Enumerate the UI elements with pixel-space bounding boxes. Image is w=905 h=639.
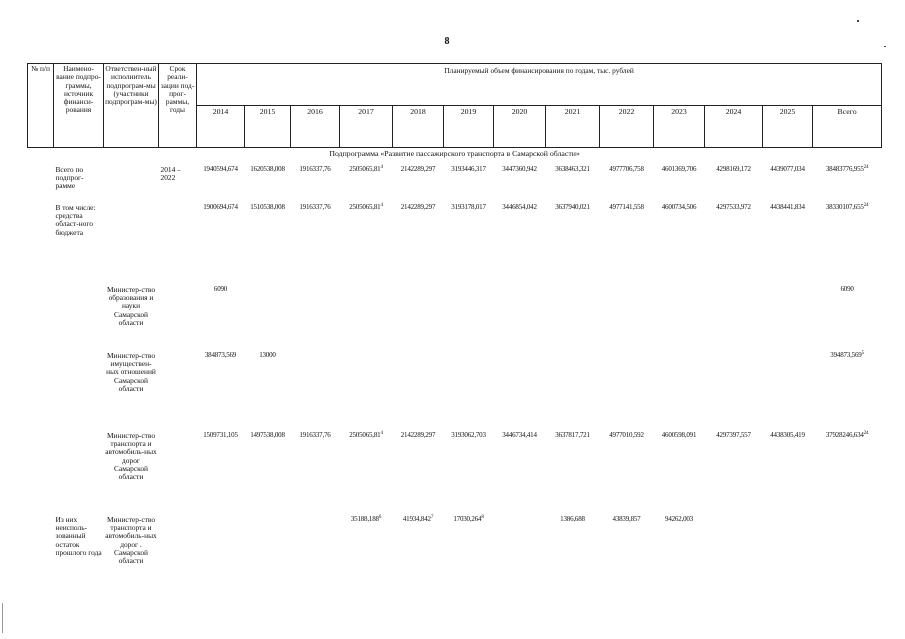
value-cell [705, 348, 763, 428]
row-name-cell: В том числе: средства област-ного бюджета [55, 202, 96, 237]
value-text: 3446734,414 [502, 430, 537, 439]
row-number-cell [28, 162, 54, 200]
row-number-cell [28, 428, 54, 512]
value-text: 43839,857 [612, 514, 641, 523]
footnote-mark: 5 [861, 350, 864, 356]
header-period: Срок реали-зации под-прог-раммы, годы [159, 64, 197, 148]
footnote-mark: 6 [378, 514, 382, 520]
value-cell [245, 162, 291, 200]
header-year: 2018 [393, 106, 444, 148]
row-responsible-cell: Министер-ство имуществен-ных отношений Самарской области [106, 350, 156, 393]
value-cell [197, 348, 245, 428]
value-cell [444, 162, 494, 200]
header-funding: Планируемый объем финансирования по годам, тыс. рублей [197, 64, 882, 106]
value-cell [813, 428, 882, 512]
value-cell [654, 512, 705, 596]
value-cell [763, 200, 813, 282]
row-name-cell: Всего по подпрог-рамме [55, 164, 84, 191]
value-cell [393, 162, 444, 200]
row-responsible-cell: Министер-ство транспорта и автомобиль-ных дорог Самарской области [105, 430, 157, 482]
value-cell [444, 282, 494, 348]
row-period-cell [159, 512, 197, 596]
row-period-cell [159, 428, 197, 512]
row-number-cell [28, 282, 54, 348]
value-text: 2142289,297 [400, 164, 436, 173]
header-year: 2025 [763, 106, 813, 148]
value-text: 37928246,634 [825, 430, 864, 439]
value-cell [245, 200, 291, 282]
value-cell [393, 348, 444, 428]
row-number-cell [28, 348, 54, 428]
value-text: 4600598,091 [661, 430, 697, 439]
value-cell [600, 428, 654, 512]
value-cell [654, 200, 705, 282]
value-text: 2505065,81 [349, 202, 381, 211]
row-period-cell [159, 348, 197, 428]
value-cell [546, 512, 600, 596]
value-cell [654, 162, 705, 200]
value-text: 1509731,105 [203, 430, 238, 439]
value-cell [291, 282, 340, 348]
value-cell [393, 428, 444, 512]
value-cell [813, 348, 882, 428]
value-text: 4438305,419 [770, 430, 805, 439]
value-text: 4439077,034 [770, 164, 805, 173]
value-cell [197, 512, 245, 596]
footnote-mark: 4 [380, 202, 383, 208]
value-cell [340, 200, 393, 282]
value-cell [197, 428, 245, 512]
value-text: 3193178,017 [451, 202, 486, 211]
subprogram-title: Подпрограмма «Развитие пассажирского транспорта в Самарской области» [329, 149, 580, 158]
value-cell [245, 428, 291, 512]
value-cell [600, 162, 654, 200]
header-year: 2024 [705, 106, 763, 148]
value-cell [393, 282, 444, 348]
row-responsible-cell: Министер-ство транспорта и автомобиль-ных дорог . Самарской области [105, 514, 157, 566]
value-cell [494, 348, 546, 428]
footnote-mark: 24 [863, 164, 869, 170]
value-text: 2505065,81 [349, 430, 381, 439]
value-cell [705, 282, 763, 348]
value-cell [291, 200, 340, 282]
value-text: 4600734,506 [661, 202, 697, 211]
value-cell [197, 162, 245, 200]
value-text: 4297533,972 [716, 202, 751, 211]
value-cell [546, 162, 600, 200]
header-year: 2021 [546, 106, 600, 148]
value-cell [763, 162, 813, 200]
row-name-cell [54, 348, 104, 428]
value-text: 4297397,557 [716, 430, 751, 439]
value-cell [245, 512, 291, 596]
value-text: 3446854,042 [502, 202, 537, 211]
page-number: 8 [444, 36, 450, 47]
value-text: 3193446,317 [451, 164, 486, 173]
value-cell [763, 282, 813, 348]
value-text: 1900694,674 [203, 202, 238, 211]
value-cell [444, 428, 494, 512]
value-cell [813, 282, 882, 348]
value-cell [291, 162, 340, 200]
header-year: 2023 [654, 106, 705, 148]
table-row [28, 348, 882, 428]
value-text: 1940594,674 [203, 164, 238, 173]
row-name-cell [54, 428, 104, 512]
value-cell [245, 282, 291, 348]
row-number-cell [28, 512, 54, 596]
value-cell [546, 282, 600, 348]
value-text: 3447360,942 [502, 164, 537, 173]
value-cell [763, 348, 813, 428]
footnote-mark: 8 [481, 514, 484, 520]
value-text: 2142289,297 [400, 202, 436, 211]
footnote-mark: 24 [863, 430, 869, 436]
table-row [28, 512, 882, 596]
value-text: 1620538,008 [250, 164, 285, 173]
value-text: 6090 [213, 284, 228, 293]
value-cell [546, 200, 600, 282]
value-cell [494, 200, 546, 282]
value-text: 41934,842 [402, 514, 431, 523]
value-text: 3637940,021 [555, 202, 590, 211]
value-cell [654, 282, 705, 348]
value-cell [600, 512, 654, 596]
value-text: 3193062,703 [451, 430, 486, 439]
value-cell [393, 512, 444, 596]
value-text: 38483776,955 [825, 164, 864, 173]
header-responsible: Ответствен-ный исполнитель подпрограм-мы (участники подпрограм-мы) [104, 64, 159, 148]
header-year: 2020 [494, 106, 546, 148]
value-cell [444, 512, 494, 596]
scan-dot [884, 46, 886, 47]
value-cell [600, 348, 654, 428]
footnote-mark: 4 [380, 164, 383, 170]
financing-table [27, 63, 882, 596]
value-text: 384873,569 [204, 350, 237, 359]
value-cell [600, 200, 654, 282]
value-cell [705, 512, 763, 596]
value-text: 4977141,558 [609, 202, 644, 211]
value-cell [763, 512, 813, 596]
row-period-cell [159, 282, 197, 348]
value-cell [444, 348, 494, 428]
value-cell [705, 162, 763, 200]
table-row [28, 428, 882, 512]
value-text: 1916337,76 [299, 430, 331, 439]
header-number: № п/п [28, 64, 54, 148]
row-period-cell: 2014 – 2022 [160, 164, 181, 182]
value-text: 1497538,008 [250, 430, 285, 439]
header-year: 2022 [600, 106, 654, 148]
value-cell [291, 428, 340, 512]
value-cell [494, 512, 546, 596]
value-cell [546, 428, 600, 512]
value-text: 17030,264 [453, 514, 482, 523]
header-subprogram-name: Наимено-вание подпро-граммы, источник финанси-рования [54, 64, 104, 148]
value-text: 38330107,655 [825, 202, 864, 211]
value-text: 1916337,76 [299, 202, 331, 211]
scan-dot [857, 20, 859, 22]
row-number-cell [28, 200, 54, 282]
row-name-cell: Из них неисполь-зованный остаток прошлого года [55, 514, 102, 557]
scan-dot [2, 603, 3, 633]
value-cell [340, 282, 393, 348]
value-cell [340, 512, 393, 596]
value-text: 3638463,321 [555, 164, 590, 173]
row-responsible-cell: Министер-ство образования и науки Самарской области [106, 284, 156, 327]
value-text: 4601369,706 [661, 164, 697, 173]
value-cell [291, 512, 340, 596]
header-year: 2019 [444, 106, 494, 148]
footnote-mark: 4 [380, 430, 383, 436]
value-text: 1916337,76 [299, 164, 331, 173]
footnote-mark: 7 [430, 514, 434, 520]
value-text: 2505065,81 [349, 164, 381, 173]
value-cell [245, 348, 291, 428]
value-cell [444, 200, 494, 282]
header-year: 2017 [340, 106, 393, 148]
value-text: 4977706,758 [609, 164, 644, 173]
value-cell [494, 428, 546, 512]
value-text: 1510538,008 [250, 202, 285, 211]
value-text: 6090 [840, 284, 854, 293]
value-cell [340, 348, 393, 428]
value-text: 4438441,834 [770, 202, 805, 211]
row-name-cell [54, 282, 104, 348]
value-cell [600, 282, 654, 348]
value-text: 94262,003 [665, 514, 693, 523]
value-cell [654, 348, 705, 428]
value-cell [813, 512, 882, 596]
value-cell [705, 428, 763, 512]
value-cell [763, 428, 813, 512]
value-cell [393, 200, 444, 282]
value-cell [197, 282, 245, 348]
value-cell [494, 162, 546, 200]
value-cell [546, 348, 600, 428]
value-text: 35188,188 [350, 514, 379, 523]
value-cell [340, 428, 393, 512]
value-cell [813, 162, 882, 200]
value-text: 3637817,721 [555, 430, 590, 439]
value-cell [813, 200, 882, 282]
row-responsible-cell [104, 200, 159, 282]
value-text: 4977010,592 [609, 430, 644, 439]
table-row [28, 200, 882, 282]
table-row [28, 282, 882, 348]
value-text: 394873,569 [830, 350, 862, 359]
value-cell [291, 348, 340, 428]
header-year: Всего [813, 106, 882, 148]
header-year: 2016 [291, 106, 340, 148]
value-cell [654, 428, 705, 512]
footnote-mark: 24 [863, 202, 869, 208]
value-text: 1386,688 [560, 514, 585, 523]
value-text: 13000 [259, 350, 276, 359]
row-period-cell [159, 200, 197, 282]
value-cell [340, 162, 393, 200]
value-text: 4298169,172 [716, 164, 751, 173]
value-cell [705, 200, 763, 282]
value-cell [197, 200, 245, 282]
value-text: 2142289,297 [400, 430, 436, 439]
row-responsible-cell [104, 162, 159, 200]
table-row [28, 162, 882, 200]
value-cell [494, 282, 546, 348]
header-year: 2015 [245, 106, 291, 148]
header-year: 2014 [197, 106, 245, 148]
